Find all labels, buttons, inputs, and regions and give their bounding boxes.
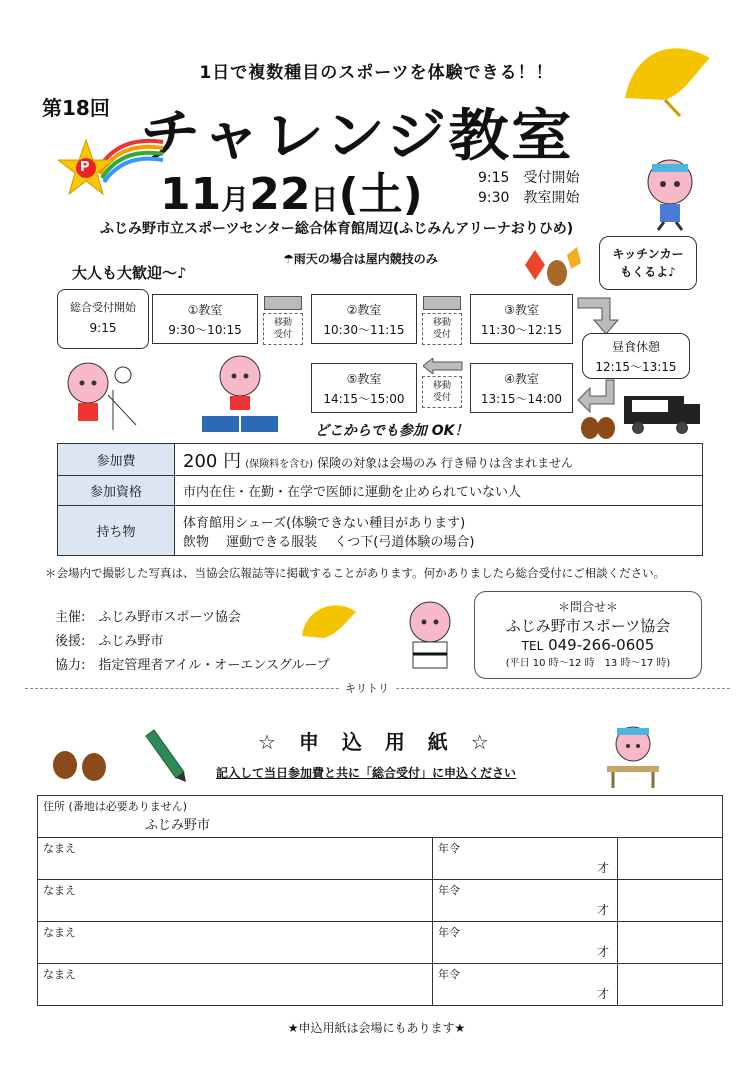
age-unit: 才: [596, 903, 609, 917]
age-unit: 才: [596, 861, 609, 875]
arrow-right-icon: [423, 296, 461, 310]
contact-heading: ＊問合せ＊: [557, 600, 618, 614]
name-label: なまえ: [43, 842, 76, 855]
age-unit: 才: [596, 987, 609, 1001]
food-truck-icon: [622, 388, 702, 436]
info-table: [57, 443, 703, 556]
class5-label: ⑤教室: [346, 372, 382, 386]
lunch-box: [582, 333, 690, 379]
fee-cell: [175, 444, 703, 476]
age-label: 年令: [438, 968, 460, 981]
photo-note: ＊会場内で撮影した写真は、当協会広報誌等に掲載することがあります。何かありましたら総合受付にご相談ください。: [45, 566, 666, 580]
age-field[interactable]: [433, 964, 618, 1006]
class5-box: [311, 363, 417, 413]
event-date: [160, 158, 423, 222]
move-text: 受付: [273, 330, 292, 340]
move-text: 受付: [432, 330, 451, 340]
organizers: [55, 606, 330, 678]
lunch-label: 昼食休憩: [611, 340, 660, 354]
items-line1: 体育館用シューズ(体験できない種目があります): [183, 515, 466, 531]
move-reception-2: [422, 313, 462, 345]
tel-number[interactable]: 049-266-0605: [548, 636, 655, 654]
age-label: 年令: [438, 842, 460, 855]
move-text: 移動: [273, 318, 292, 328]
cooperation: 協力: 指定管理者アイル・オーエンスグループ: [55, 658, 330, 673]
fee-note: 保険の対象は会場のみ 行き帰りは含まれません: [317, 455, 573, 470]
age-unit: 才: [596, 945, 609, 959]
contact-name: ふじみ野市スポーツ協会: [505, 617, 671, 635]
pencil-icon: [140, 728, 190, 784]
class1-box: [152, 294, 258, 344]
move-reception-3: [422, 376, 462, 408]
reception-time: 9:15: [89, 321, 117, 335]
move-reception-1: [263, 313, 303, 345]
arrow-bend-left-icon: [576, 378, 626, 414]
items-row: [58, 506, 703, 556]
anywhere-ok: どこからでも参加 OK！: [315, 423, 469, 439]
address-value: ふじみ野市: [145, 818, 211, 833]
tel-label: TEL: [521, 639, 544, 653]
kitchen-car-bubble: [599, 236, 697, 290]
age-label: 年令: [438, 926, 460, 939]
form-subtitle: 記入して当日参加費と共に「総合受付」に申込ください: [216, 766, 517, 780]
items-cell: [175, 506, 703, 556]
move-text: 受付: [432, 393, 451, 403]
mascot-running-icon: [630, 152, 710, 232]
contact-hours: (平日 10 時～12 時 13 時～17 時): [505, 658, 671, 669]
time-reception: 9:15 受付開始: [478, 170, 580, 186]
items-line2: 飲物 運動できる服装 くつ下(弓道体験の場合): [183, 534, 475, 550]
blank-cell: [618, 964, 723, 1006]
mascot-writing-icon: [603, 722, 663, 790]
tagline: 1日で複数種目のスポーツを体験できる！！: [199, 63, 554, 83]
age-field[interactable]: [433, 838, 618, 880]
class5-time: 14:15～15:00: [323, 392, 405, 406]
contact-box: [474, 591, 702, 679]
badge-letter: P: [80, 160, 90, 175]
fee-label: 参加費: [58, 444, 175, 476]
class4-time: 13:15～14:00: [480, 392, 563, 406]
name-label: なまえ: [43, 968, 76, 981]
entry-row: [38, 838, 723, 880]
name-label: なまえ: [43, 884, 76, 897]
name-field[interactable]: [38, 922, 433, 964]
blank-cell: [618, 880, 723, 922]
welcome-text: 大人も大歓迎～♪: [72, 264, 187, 282]
name-field[interactable]: [38, 838, 433, 880]
host: 主催: ふじみ野市スポーツ協会: [55, 610, 241, 625]
class2-label: ②教室: [346, 303, 382, 317]
kitchen-car-line1: キッチンカー: [612, 247, 684, 261]
date-weekday: (土): [338, 169, 423, 220]
cut-label: キリトリ: [339, 680, 395, 696]
qualification-row: [58, 476, 703, 506]
ginkgo-small-icon: [298, 598, 360, 644]
qualification-value: 市内在住・在勤・在学で医師に運動を止められていない人: [175, 476, 703, 506]
page-title: チャレンジ教室: [140, 104, 574, 169]
date-day-unit: 日: [310, 183, 339, 216]
reception-label: 総合受付開始: [70, 301, 136, 314]
edition-label: 第18回: [42, 96, 110, 120]
chestnut-pair-icon: [50, 745, 112, 783]
autumn-leaves-icon: [515, 245, 585, 290]
event-times: [478, 168, 579, 208]
date-day: 22: [249, 169, 311, 220]
name-field[interactable]: [38, 880, 433, 922]
class1-label: ①教室: [187, 303, 223, 317]
fee-amount: 200 円: [183, 450, 242, 472]
move-text: 移動: [432, 318, 451, 328]
entry-row: [38, 964, 723, 1006]
reception-box: [57, 289, 149, 349]
fee-row: [58, 444, 703, 476]
class3-label: ③教室: [504, 303, 539, 317]
class4-label: ④教室: [504, 372, 539, 386]
date-month-unit: 月: [221, 183, 250, 216]
class1-time: 9:30～10:15: [168, 323, 242, 337]
move-text: 移動: [432, 381, 451, 391]
support: 後援: ふじみ野市: [55, 634, 164, 649]
age-field[interactable]: [433, 880, 618, 922]
rain-note: ☂雨天の場合は屋内競技のみ: [283, 252, 438, 266]
contact-tel: [475, 636, 701, 654]
class2-box: [311, 294, 417, 344]
address-cell[interactable]: [38, 796, 723, 838]
age-label: 年令: [438, 884, 460, 897]
date-month: 11: [160, 169, 222, 220]
form-title: ☆ 申 込 用 紙 ☆: [258, 730, 497, 754]
address-label: 住所 (番地は必要ありません): [43, 800, 188, 813]
arrow-left-icon: [423, 358, 463, 374]
mascot-judo-icon: [395, 596, 465, 676]
blank-cell: [618, 922, 723, 964]
entry-row: [38, 880, 723, 922]
class3-box: [470, 294, 573, 344]
class4-box: [470, 363, 573, 413]
fee-detail: (保険料を含む): [245, 458, 314, 470]
entry-row: [38, 922, 723, 964]
name-label: なまえ: [43, 926, 76, 939]
chestnut-icon: [578, 412, 618, 442]
mascot-volleyball-icon: [58, 355, 138, 435]
arrow-right-icon: [264, 296, 302, 310]
time-start: 9:30 教室開始: [478, 190, 580, 206]
application-form: [37, 795, 723, 1006]
ginkgo-leaf-icon: [615, 38, 725, 118]
arrow-bend-down-icon: [576, 296, 626, 336]
name-field[interactable]: [38, 964, 433, 1006]
venue: ふじみ野市立スポーツセンター総合体育館周辺(ふじみんアリーナおりひめ): [100, 221, 574, 237]
star-badge-icon: [58, 130, 168, 210]
class3-time: 11:30～12:15: [480, 323, 563, 337]
class2-time: 10:30～11:15: [323, 323, 405, 337]
address-row: [38, 796, 723, 838]
qualification-label: 参加資格: [58, 476, 175, 506]
footer-note: ★申込用紙は会場にもあります★: [287, 1021, 466, 1035]
age-field[interactable]: [433, 922, 618, 964]
mascot-table-tennis-icon: [200, 350, 280, 440]
blank-cell: [618, 838, 723, 880]
items-label: 持ち物: [58, 506, 175, 556]
lunch-time: 12:15～13:15: [595, 360, 677, 374]
kitchen-car-line2: もくるよ♪: [620, 265, 676, 279]
